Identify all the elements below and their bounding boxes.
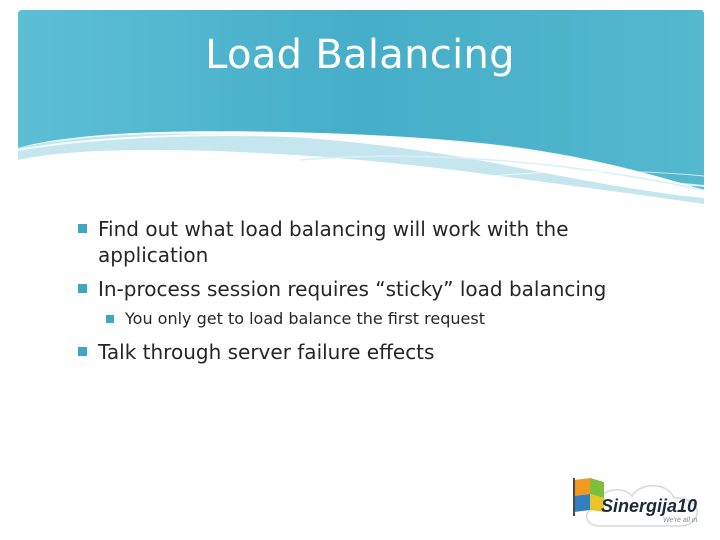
bullet-text: You only get to load balance the first request [125,309,485,328]
sub-bullet-item [78,308,638,330]
square-bullet-icon [78,224,87,233]
bullet-text: In-process session requires “sticky” load balancing [98,277,607,301]
bullet-text: Find out what load balancing will work with the application [98,217,569,267]
logo-wordmark: Sinergija10 [601,496,698,516]
bullet-item [78,216,638,268]
bullet-item [78,276,638,302]
logo-tagline: We're all in. [663,517,700,524]
square-bullet-icon [106,315,114,323]
bullet-text: Talk through server failure effects [98,340,435,364]
square-bullet-icon [78,284,87,293]
slide-title: Load Balancing [205,32,515,78]
bullet-list [78,216,638,373]
square-bullet-icon [78,347,87,356]
bullet-item [78,339,638,365]
